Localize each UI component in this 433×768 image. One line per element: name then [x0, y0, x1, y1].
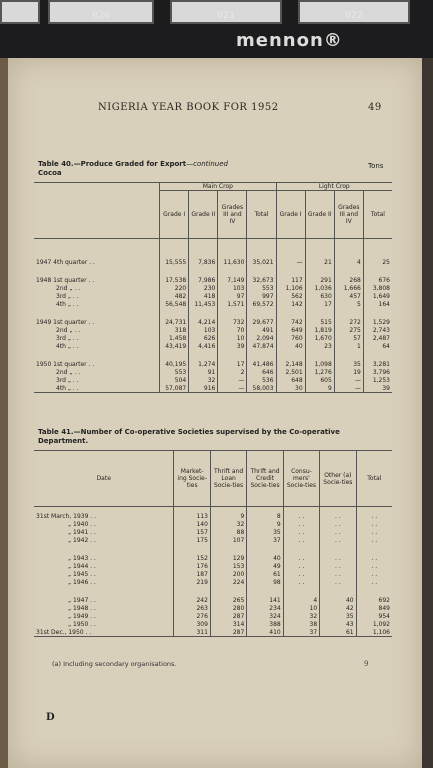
- column-header: Total: [247, 191, 276, 239]
- table-cell: 7,836: [189, 259, 218, 267]
- row-label: „ 1950 . .: [68, 621, 96, 628]
- table-cell: 3,796: [363, 369, 392, 377]
- row-label: 3rd „ . .: [56, 335, 79, 342]
- table-cell: 265: [210, 597, 246, 605]
- row-label: „ 1946 . .: [68, 579, 96, 586]
- table-cell: 1,571: [218, 301, 247, 309]
- table-row: [34, 343, 392, 351]
- table-cell: 9: [247, 521, 283, 529]
- table-cell: 70: [218, 327, 247, 335]
- table-cell: 4: [334, 259, 363, 267]
- row-label: „ 1943 . .: [68, 555, 96, 562]
- table-cell: 230: [189, 285, 218, 293]
- table-row: [34, 369, 392, 377]
- table-cell: 107: [210, 537, 246, 545]
- table-cell: 388: [247, 621, 283, 629]
- table-cell: 291: [305, 277, 334, 285]
- table-cell: 88: [210, 529, 246, 537]
- table-cell: 11,630: [218, 259, 247, 267]
- spacer-row: [34, 545, 392, 555]
- footnote-mark: 9: [364, 660, 369, 668]
- table-cell: 17,538: [160, 277, 189, 285]
- row-label: 4th „ . .: [56, 384, 79, 392]
- table-cell: 98: [247, 579, 283, 587]
- table-cell: 32: [210, 521, 246, 529]
- table-cell: 4,214: [189, 319, 218, 327]
- table-cell: 742: [276, 319, 305, 327]
- table-cell: 1,529: [363, 319, 392, 327]
- brand-logo: mennon®: [236, 30, 343, 51]
- row-label: „ 1942 . .: [68, 537, 96, 544]
- column-header: Market-ing Socie-ties: [174, 451, 210, 507]
- table-cell: 410: [247, 629, 283, 637]
- table-cell: 9: [305, 385, 334, 393]
- table-cell: 324: [247, 613, 283, 621]
- table-cell: 43,419: [160, 343, 189, 351]
- table-row: [34, 555, 392, 563]
- table-cell: 676: [363, 277, 392, 285]
- table-row: [34, 377, 392, 385]
- table-cell: 515: [305, 319, 334, 327]
- row-label: 2nd „ . .: [56, 285, 81, 292]
- table-cell: 309: [174, 621, 210, 629]
- table-cell: 997: [247, 293, 276, 301]
- table-cell: 61: [247, 571, 283, 579]
- table-row: [34, 597, 392, 605]
- table-cell: 1: [334, 343, 363, 351]
- table-cell: 37: [247, 537, 283, 545]
- row-label: „ 1940 . .: [68, 521, 96, 528]
- table-cell: —: [334, 377, 363, 385]
- table-row: [34, 529, 392, 537]
- table-cell: 7,149: [218, 277, 247, 285]
- table-cell: 263: [174, 605, 210, 613]
- table-cell: 5: [334, 301, 363, 309]
- column-header: Grade II: [189, 191, 218, 239]
- table-cell: 21: [305, 259, 334, 267]
- left-edge: [0, 58, 8, 768]
- table-row: [34, 293, 392, 301]
- frame-label: 020: [91, 10, 111, 21]
- table-cell: 553: [247, 285, 276, 293]
- table-cell: . .: [283, 579, 319, 587]
- table-cell: . .: [283, 513, 319, 521]
- scanner-strip: [0, 0, 433, 58]
- table-cell: 187: [174, 571, 210, 579]
- table-cell: 176: [174, 563, 210, 571]
- column-header: Grades III and IV: [218, 191, 247, 239]
- column-header: Total: [363, 191, 392, 239]
- table-cell: 3,281: [363, 361, 392, 369]
- table-row: [34, 571, 392, 579]
- table-row: [34, 301, 392, 309]
- table-cell: 692: [356, 597, 392, 605]
- table-cell: 1,666: [334, 285, 363, 293]
- table-row: [34, 563, 392, 571]
- table-cell: 49: [247, 563, 283, 571]
- spacer-row: [34, 587, 392, 597]
- table-cell: 25: [363, 259, 392, 267]
- table-cell: 2: [218, 369, 247, 377]
- table-cell: 11,453: [189, 301, 218, 309]
- row-label-header: [34, 191, 160, 239]
- table-cell: . .: [283, 529, 319, 537]
- table-cell: 142: [276, 301, 305, 309]
- table-cell: 157: [174, 529, 210, 537]
- table-cell: . .: [320, 529, 356, 537]
- table-cell: 35: [247, 529, 283, 537]
- table-cell: 1,036: [305, 285, 334, 293]
- table-row: [34, 327, 392, 335]
- column-header: Thrift and Credit Socie-ties: [247, 451, 283, 507]
- table-cell: 61: [320, 629, 356, 637]
- table41: [34, 450, 392, 637]
- table-cell: . .: [356, 529, 392, 537]
- table-cell: . .: [283, 571, 319, 579]
- column-header: Grades III and IV: [334, 191, 363, 239]
- table-cell: 39: [218, 343, 247, 351]
- table-cell: 152: [174, 555, 210, 563]
- table-cell: 35: [320, 613, 356, 621]
- table-row: [34, 319, 392, 327]
- table-cell: 30: [276, 385, 305, 393]
- table-row: [34, 385, 392, 393]
- table-cell: —: [276, 259, 305, 267]
- right-edge: [422, 58, 433, 768]
- table-row: [34, 361, 392, 369]
- table-cell: 17: [305, 301, 334, 309]
- table-cell: 311: [174, 629, 210, 637]
- table-cell: 97: [218, 293, 247, 301]
- table-cell: 649: [276, 327, 305, 335]
- spacer-row: [34, 309, 392, 319]
- table-cell: 56,548: [160, 301, 189, 309]
- table-cell: . .: [283, 537, 319, 545]
- table-row: [34, 621, 392, 629]
- table-cell: 23: [305, 343, 334, 351]
- table-cell: . .: [320, 555, 356, 563]
- table-cell: 19: [334, 369, 363, 377]
- group-main-crop: Main Crop: [160, 183, 276, 191]
- table-cell: 57,087: [160, 385, 189, 393]
- table-cell: 2,094: [247, 335, 276, 343]
- frame-label: 022: [344, 10, 364, 21]
- table-cell: 318: [160, 327, 189, 335]
- table-cell: 10: [283, 605, 319, 613]
- table-cell: 40: [320, 597, 356, 605]
- table-cell: 8: [247, 513, 283, 521]
- table-cell: 646: [247, 369, 276, 377]
- table-cell: 626: [189, 335, 218, 343]
- table-row: [34, 277, 392, 285]
- table-cell: 553: [160, 369, 189, 377]
- table-cell: 164: [363, 301, 392, 309]
- table-cell: 1,092: [356, 621, 392, 629]
- table-cell: 276: [174, 613, 210, 621]
- row-label: „ 1945 . .: [68, 571, 96, 578]
- table-cell: 954: [356, 613, 392, 621]
- table-cell: —: [218, 377, 247, 385]
- book-page: [8, 58, 422, 768]
- table-cell: 153: [210, 563, 246, 571]
- table-cell: 69,572: [247, 301, 276, 309]
- table-cell: 38: [283, 621, 319, 629]
- table-cell: 175: [174, 537, 210, 545]
- row-label: 1950 1st quarter . .: [36, 361, 95, 368]
- table-cell: 1,106: [276, 285, 305, 293]
- table-cell: —: [218, 385, 247, 393]
- table-cell: 47,874: [247, 343, 276, 351]
- table-cell: 57: [334, 335, 363, 343]
- table-cell: 280: [210, 605, 246, 613]
- table-cell: 24,731: [160, 319, 189, 327]
- table-cell: 1,458: [160, 335, 189, 343]
- table-cell: 2,487: [363, 335, 392, 343]
- column-header: Thrift and Loan Socie-ties: [210, 451, 246, 507]
- table40: [34, 182, 392, 393]
- table-cell: 32,673: [247, 277, 276, 285]
- table-cell: . .: [320, 537, 356, 545]
- table-cell: 418: [189, 293, 218, 301]
- table40-unit: Tons: [368, 162, 384, 170]
- column-header: Grade II: [305, 191, 334, 239]
- table-cell: 1,670: [305, 335, 334, 343]
- table-cell: 10: [218, 335, 247, 343]
- column-header: Grade I: [160, 191, 189, 239]
- column-header: Grade I: [276, 191, 305, 239]
- table-cell: . .: [356, 579, 392, 587]
- row-label: „ 1941 . .: [68, 529, 96, 536]
- table-cell: . .: [320, 513, 356, 521]
- table-cell: 562: [276, 293, 305, 301]
- table-cell: 37: [283, 629, 319, 637]
- table-cell: 32: [283, 613, 319, 621]
- table-cell: 916: [189, 385, 218, 393]
- table-cell: 35,021: [247, 259, 276, 267]
- table-row: [34, 629, 392, 637]
- table-row: [34, 605, 392, 613]
- table-cell: 491: [247, 327, 276, 335]
- table-cell: 40,195: [160, 361, 189, 369]
- table-cell: 3,808: [363, 285, 392, 293]
- table-cell: 1,819: [305, 327, 334, 335]
- table-cell: 91: [189, 369, 218, 377]
- table-cell: 4: [283, 597, 319, 605]
- row-label: „ 1948 . .: [68, 605, 96, 612]
- spacer-row: [34, 351, 392, 361]
- table40-subtitle: Cocoa: [38, 169, 62, 177]
- signature-mark: D: [46, 712, 55, 723]
- table-cell: . .: [356, 555, 392, 563]
- column-header: Total: [356, 451, 392, 507]
- row-label: 1948 1st quarter . .: [36, 277, 95, 284]
- table-cell: 268: [334, 277, 363, 285]
- table-row: [34, 521, 392, 529]
- table-cell: 630: [305, 293, 334, 301]
- table-cell: 272: [334, 319, 363, 327]
- table-cell: 482: [160, 293, 189, 301]
- row-label: 1949 1st quarter . .: [36, 319, 95, 326]
- row-label: 1947 4th quarter . .: [36, 259, 95, 266]
- table-cell: 732: [218, 319, 247, 327]
- running-head: NIGERIA YEAR BOOK FOR 1952: [98, 102, 279, 113]
- row-label: 4th „ . .: [56, 301, 79, 308]
- table-cell: 35: [334, 361, 363, 369]
- table-cell: 17: [218, 361, 247, 369]
- table-cell: —: [334, 385, 363, 393]
- film-frame: [298, 0, 410, 24]
- table-cell: . .: [320, 579, 356, 587]
- table-row: [34, 579, 392, 587]
- table-cell: . .: [356, 563, 392, 571]
- table-cell: 2,148: [276, 361, 305, 369]
- table-cell: 117: [276, 277, 305, 285]
- table-cell: 2,743: [363, 327, 392, 335]
- spacer-row: [34, 267, 392, 277]
- table-cell: 58,003: [247, 385, 276, 393]
- table-cell: 287: [210, 613, 246, 621]
- table-row: [34, 285, 392, 293]
- table-row: [34, 613, 392, 621]
- table-cell: 314: [210, 621, 246, 629]
- table-cell: 220: [160, 285, 189, 293]
- table-row: [34, 513, 392, 521]
- row-label: 31st Dec., 1950 . .: [36, 628, 92, 636]
- film-frame: [48, 0, 154, 24]
- row-label: 2nd „ . .: [56, 369, 81, 376]
- table-cell: . .: [320, 563, 356, 571]
- table-cell: 504: [160, 377, 189, 385]
- table-cell: 275: [334, 327, 363, 335]
- table-cell: 7,986: [189, 277, 218, 285]
- spacer-row: [34, 239, 392, 259]
- table-cell: 224: [210, 579, 246, 587]
- table-cell: 29,677: [247, 319, 276, 327]
- table-cell: . .: [356, 513, 392, 521]
- film-frame: [0, 0, 40, 24]
- table41-footnote: (a) Including secondary organisations.: [52, 660, 177, 668]
- row-label: „ 1949 . .: [68, 613, 96, 620]
- table-cell: 40: [276, 343, 305, 351]
- row-label: 3rd „ . .: [56, 377, 79, 384]
- table-cell: . .: [320, 571, 356, 579]
- table-cell: . .: [283, 563, 319, 571]
- table41-title: Table 41.—Number of Co-operative Societies supervised by the Co-operative Department.: [38, 428, 340, 445]
- table-cell: . .: [356, 537, 392, 545]
- table-cell: 40: [247, 555, 283, 563]
- row-label: 4th „ . .: [56, 343, 79, 350]
- table-cell: 1,649: [363, 293, 392, 301]
- table-cell: 32: [189, 377, 218, 385]
- table-cell: . .: [356, 521, 392, 529]
- table-cell: 219: [174, 579, 210, 587]
- table-cell: . .: [283, 521, 319, 529]
- table-cell: 15,555: [160, 259, 189, 267]
- table-cell: 43: [320, 621, 356, 629]
- film-frame: [170, 0, 282, 24]
- table-cell: 4,416: [189, 343, 218, 351]
- table-cell: 1,253: [363, 377, 392, 385]
- column-header: Consu-mers' Socie-ties: [283, 451, 319, 507]
- table-cell: 41,486: [247, 361, 276, 369]
- table-cell: 129: [210, 555, 246, 563]
- table-cell: 140: [174, 521, 210, 529]
- row-label: „ 1944 . .: [68, 563, 96, 570]
- page-number: 49: [368, 102, 382, 113]
- table-row: [34, 537, 392, 545]
- table-cell: 648: [276, 377, 305, 385]
- table-cell: 1,098: [305, 361, 334, 369]
- row-label: 3rd „ . .: [56, 293, 79, 300]
- table40-title: Table 40.—Produce Graded for Export—continued: [38, 160, 228, 168]
- table-cell: 1,274: [189, 361, 218, 369]
- table-cell: 103: [189, 327, 218, 335]
- table-cell: 849: [356, 605, 392, 613]
- table-cell: 9: [210, 513, 246, 521]
- table-cell: . .: [320, 521, 356, 529]
- group-light-crop: Light Crop: [276, 183, 392, 191]
- table-cell: 242: [174, 597, 210, 605]
- table-cell: 200: [210, 571, 246, 579]
- table-cell: 39: [363, 385, 392, 393]
- table-row: [34, 259, 392, 267]
- table-cell: 234: [247, 605, 283, 613]
- table-cell: . .: [283, 555, 319, 563]
- table-cell: 2,501: [276, 369, 305, 377]
- column-header: Date: [96, 475, 111, 482]
- table-cell: 42: [320, 605, 356, 613]
- frame-label: 021: [216, 10, 236, 21]
- table-cell: 141: [247, 597, 283, 605]
- row-label: „ 1947 . .: [68, 597, 96, 604]
- column-header: Other (a) Socie-ties: [320, 451, 356, 507]
- table-cell: 457: [334, 293, 363, 301]
- table-cell: 605: [305, 377, 334, 385]
- row-label: 2nd „ . .: [56, 327, 81, 334]
- table-cell: 287: [210, 629, 246, 637]
- table-cell: 103: [218, 285, 247, 293]
- row-label: 31st March, 1939 . .: [36, 513, 97, 520]
- table-cell: 1,106: [356, 629, 392, 637]
- table-cell: 760: [276, 335, 305, 343]
- table-cell: 113: [174, 513, 210, 521]
- table-cell: 1,276: [305, 369, 334, 377]
- table-cell: 64: [363, 343, 392, 351]
- table-cell: . .: [356, 571, 392, 579]
- table-cell: 536: [247, 377, 276, 385]
- table-row: [34, 335, 392, 343]
